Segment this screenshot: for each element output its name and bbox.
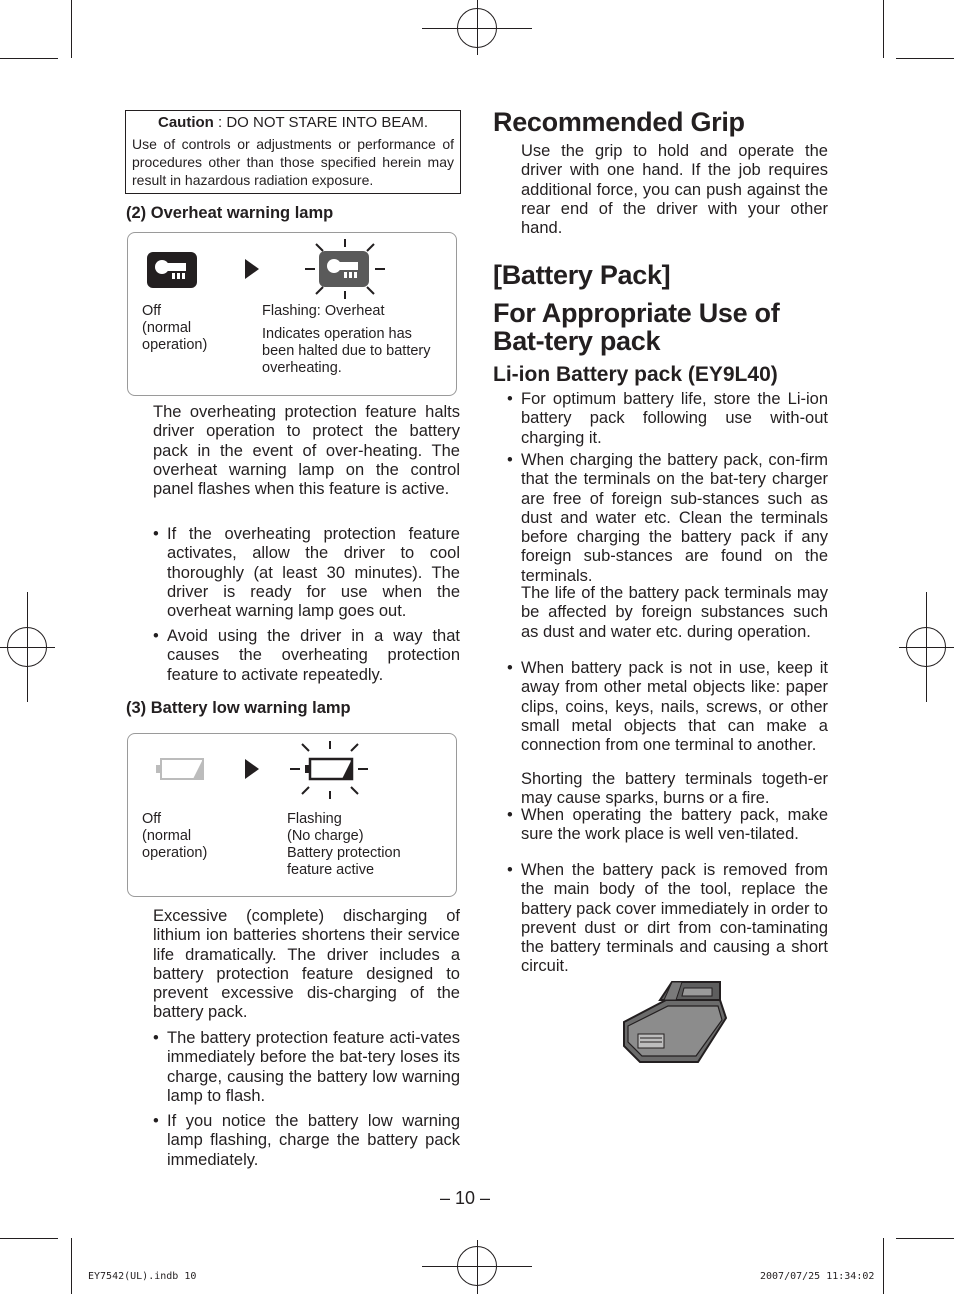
appropriate-use-heading: For Appropriate Use of Bat-tery pack [493,298,780,356]
crop-mark [71,0,72,58]
crop-mark [0,1238,58,1239]
battery-low-off-label: Off (normal operation) [142,811,208,861]
overheat-paragraph: The overheating protection feature halts driver operation to protect the battery pack in the event of over-heating. The overheat warning lamp on the control panel flashes when this feature is active. [153,403,460,499]
overheat-lamp-box [127,232,457,396]
battery-pack-illustration [620,978,730,1068]
footer-date: 2007/07/25 11:34:02 [760,1271,875,1282]
registration-mark [7,627,47,667]
overheat-lamp-off-icon [146,251,198,289]
battery-pack-heading: [Battery Pack] [493,260,671,290]
battery-pack-bullet: • When battery pack is not in use, keep it away from other metal objects like: paper clips, coins, keys, nails, screws, or other small metal objects that can make a connection from one terminal to another. [507,659,828,755]
battery-empty-icon [155,756,205,782]
battery-pack-note: Shorting the battery terminals togeth-er may cause sparks, burns or a fire. [521,770,828,808]
battery-low-bullet: • If you notice the battery low warning lamp flashing, charge the battery pack immediately. [153,1112,460,1169]
crop-mark [71,1238,72,1294]
overheat-lamp-flashing-icon [303,237,387,301]
overheat-flashing-description: Indicates operation has been halted due to battery overheating. [262,326,431,376]
crop-mark [883,0,884,58]
overheat-off-label: Off (normal operation) [142,303,208,353]
caution-text: Use of controls or adjustments or performance of procedures other than those specified herein may result in hazardous radiation exposure. [132,136,454,188]
li-ion-battery-heading: Li-ion Battery pack (EY9L40) [493,363,778,386]
battery-pack-bullet: • For optimum battery life, store the Li-ion battery pack following use with-out charging it. [507,390,828,447]
battery-low-lamp-box [127,733,457,897]
battery-pack-bullet: • When the battery pack is removed from the main body of the tool, replace the battery pack cover immediately in order to prevent dust or dirt from con-taminating the battery terminals and causing a short circuit. [507,861,828,976]
crop-mark [883,1238,884,1294]
battery-pack-bullet: • When charging the battery pack, con-firm that the terminals on the bat-tery charger are free of foreign sub-stances such as dust and water etc. Clean the terminals before charging the battery pack if any foreign sub-stances are found on the terminals. [507,451,828,585]
battery-pack-note: The life of the battery pack terminals may be affected by foreign substances such as dust and water etc. during operation. [521,584,828,641]
registration-mark [457,8,497,48]
recommended-grip-heading: Recommended Grip [493,107,745,137]
registration-mark [906,627,946,667]
battery-low-flashing-icon [288,738,372,802]
arrow-right-icon [244,258,260,280]
overheat-flashing-label: Flashing: Overheat [262,303,385,319]
battery-pack-bullet: • When operating the battery pack, make sure the work place is well ven-tilated. [507,806,828,844]
overheat-bullet: • Avoid using the driver in a way that causes the overheating protection feature to activate repeatedly. [153,627,460,684]
battery-low-paragraph: Excessive (complete) discharging of lithium ion batteries shortens their service life dramatically. The driver includes a battery protection feature designed to prevent excessive dis-charging of the battery pack. [153,907,460,1022]
battery-low-lamp-heading: (3) Battery low warning lamp [126,699,351,717]
caution-box [125,110,461,194]
registration-mark [457,1246,497,1286]
page-number: – 10 – [440,1188,491,1208]
crop-mark [0,58,58,59]
crop-mark [896,1238,954,1239]
arrow-right-icon [244,758,260,780]
caution-heading: Caution : DO NOT STARE INTO BEAM. [157,114,429,131]
battery-low-bullet: • The battery protection feature acti-vates immediately before the bat-tery loses its charge, causing the battery low warning lamp to flash. [153,1029,460,1105]
footer-file-name: EY7542(UL).indb 10 [88,1271,197,1282]
overheat-bullet: • If the overheating protection feature activates, allow the driver to cool thoroughly (at least 30 minutes). The driver is ready for use when the overheat warning lamp goes out. [153,525,460,621]
recommended-grip-text: Use the grip to hold and operate the driver with one hand. If the job requires additional force, you can push against the rear end of the driver with your other hand. [521,142,828,238]
overheat-lamp-heading: (2) Overheat warning lamp [126,204,334,222]
battery-low-flashing-label: Flashing (No charge) Battery protection feature active [287,811,401,878]
crop-mark [896,58,954,59]
